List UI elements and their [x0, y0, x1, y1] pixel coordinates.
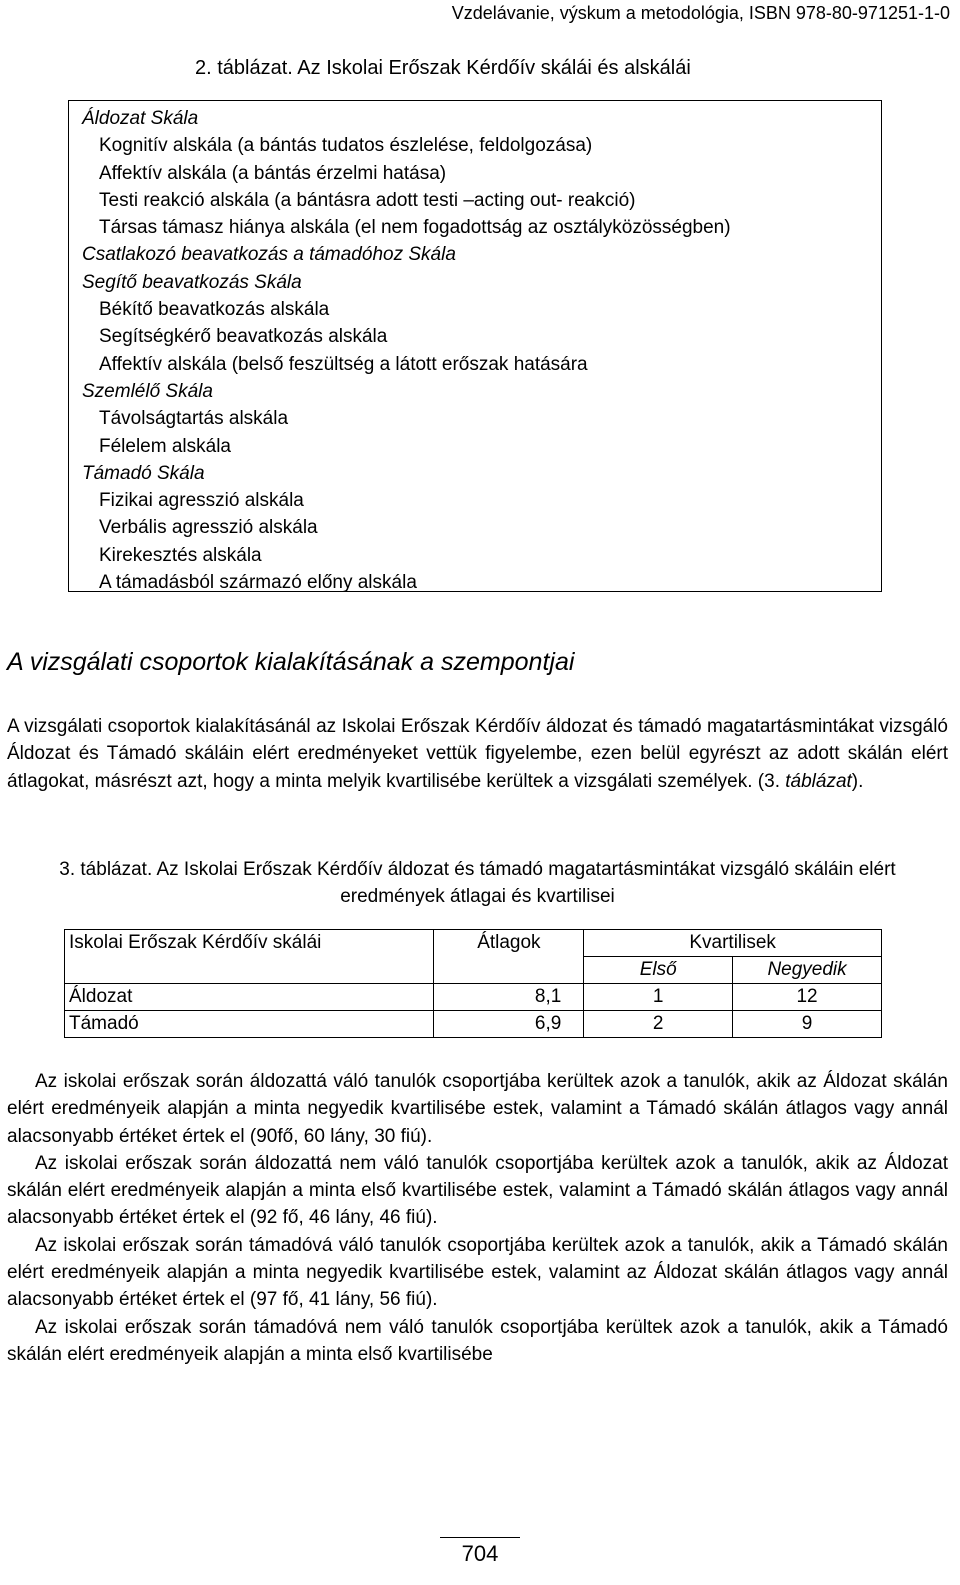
subscale-row: A támadásból származó előny alskála — [99, 572, 417, 594]
paragraph: Az iskolai erőszak során áldozattá váló tanulók csoportjába kerültek azok a tanulók, akik az Áldozat skálán elért eredményeik alapján a minta negyedik kvartilisébe estek, valamint a Támadó skálán átlagos vagy annál alacsonyabb értéket értek el (90fő, 60 lány, 30 fiú). — [7, 1071, 948, 1147]
subscale-row: Kirekesztés alskála — [99, 544, 262, 566]
row-name: Támadó — [65, 1011, 434, 1038]
running-header: Vzdelávanie, výskum a metodológia, ISBN 978-80-971251-1-0 — [451, 3, 950, 23]
table-reference: táblázat — [785, 770, 852, 792]
scale-row: Csatlakozó beavatkozás a támadóhoz Skála — [82, 244, 456, 266]
row-q1: 1 — [584, 984, 733, 1011]
scale-row: Áldozat Skála — [82, 108, 199, 129]
subscale-row: Távolságtartás alskála — [99, 408, 289, 430]
intro-paragraph — [7, 713, 948, 795]
row-q4: 12 — [733, 984, 882, 1011]
intro-text: A vizsgálati csoportok kialakításánál az Iskolai Erőszak Kérdőív áldozat és támadó magatartásmintákat vizsgáló Áldozat és Támadó skáláin elért eredményeket vettük figyelembe, ezen belül egyrészt az adott skálán elért átlagokat, másrészt azt, hogy a minta melyik kvartilisébe kerültek a vizsgálati személyek. (3. — [7, 716, 948, 792]
table-row — [65, 1011, 882, 1038]
subscale-row: Affektív alskála (a bántás érzelmi hatása) — [99, 162, 447, 184]
scale-row: Segítő beavatkozás Skála — [82, 271, 302, 293]
scale-row: Szemlélő Skála — [82, 380, 213, 402]
paragraph: Az iskolai erőszak során támadóvá nem váló tanulók csoportjába kerültek azok a tanulók, akik a Támadó skálán elért eredményeik alapján a minta első kvartilisébe — [7, 1316, 948, 1365]
header-means: Átlagok — [434, 930, 584, 984]
row-mean: 8,1 — [434, 984, 584, 1011]
row-q1: 2 — [584, 1011, 733, 1038]
subscale-row: Segítségkérő beavatkozás alskála — [99, 326, 388, 348]
paragraph: Az iskolai erőszak során támadóvá váló tanulók csoportjába kerültek azok a tanulók, akik a Támadó skálán elért eredményeik alapján a minta negyedik kvartilisébe estek, valamint az Áldozat skálán átlagos vagy annál alacsonyabb értéket értek el (97 fő, 41 lány, 56 fiú). — [7, 1234, 948, 1311]
intro-end: ). — [851, 770, 864, 792]
subscale-row: Társas támasz hiánya alskála (el nem fogadottság az osztályközösségben) — [99, 217, 731, 239]
subscale-row: Békítő beavatkozás alskála — [99, 299, 330, 321]
subscale-row: Testi reakció alskála (a bántásra adott testi –acting out- reakció) — [99, 189, 636, 211]
table3-caption — [7, 856, 948, 911]
table2-scales-box — [68, 100, 882, 592]
subscale-row: Affektív alskála (belső feszültség a látott erőszak hatására — [99, 353, 588, 375]
row-name: Áldozat — [65, 984, 434, 1011]
page-number-rule — [440, 1537, 520, 1538]
table3-caption-text: Az Iskolai Erőszak Kérdőív áldozat és támadó magatartásmintákat vizsgáló skáláin elért eredmények átlagai és kvartilisei — [156, 859, 896, 908]
subscale-row: Félelem alskála — [99, 435, 231, 457]
table3-caption-number: 3. táblázat. — [59, 859, 153, 880]
header-fourth: Negyedik — [733, 957, 882, 984]
subscale-row: Verbális agresszió alskála — [99, 517, 318, 539]
paragraph: Az iskolai erőszak során áldozattá nem váló tanulók csoportjába kerültek azok a tanulók, akik az Áldozat skálán elért eredményeik alapján a minta első kvartilisébe estek, valamint a Támadó skálán átlagos vagy annál alacsonyabb értéket értek el (92 fő, 46 lány, 46 fiú). — [7, 1152, 948, 1229]
table3 — [64, 929, 882, 1038]
table-row — [65, 984, 882, 1011]
table2-caption: 2. táblázat. Az Iskolai Erőszak Kérdőív skálái és alskálái — [195, 57, 691, 79]
header-first: Első — [584, 957, 733, 984]
header-scales: Iskolai Erőszak Kérdőív skálái — [65, 930, 434, 984]
body-text — [7, 1068, 948, 1368]
subscale-row: Fizikai agresszió alskála — [99, 490, 304, 512]
subscale-row: Kognitív alskála (a bántás tudatos észlelése, feldolgozása) — [99, 135, 593, 157]
page-number: 704 — [461, 1541, 499, 1566]
row-mean: 6,9 — [434, 1011, 584, 1038]
section-title: A vizsgálati csoportok kialakításának a szempontjai — [7, 648, 575, 676]
row-q4: 9 — [733, 1011, 882, 1038]
scale-row: Támadó Skála — [82, 462, 205, 484]
header-quartiles: Kvartilisek — [584, 930, 882, 957]
